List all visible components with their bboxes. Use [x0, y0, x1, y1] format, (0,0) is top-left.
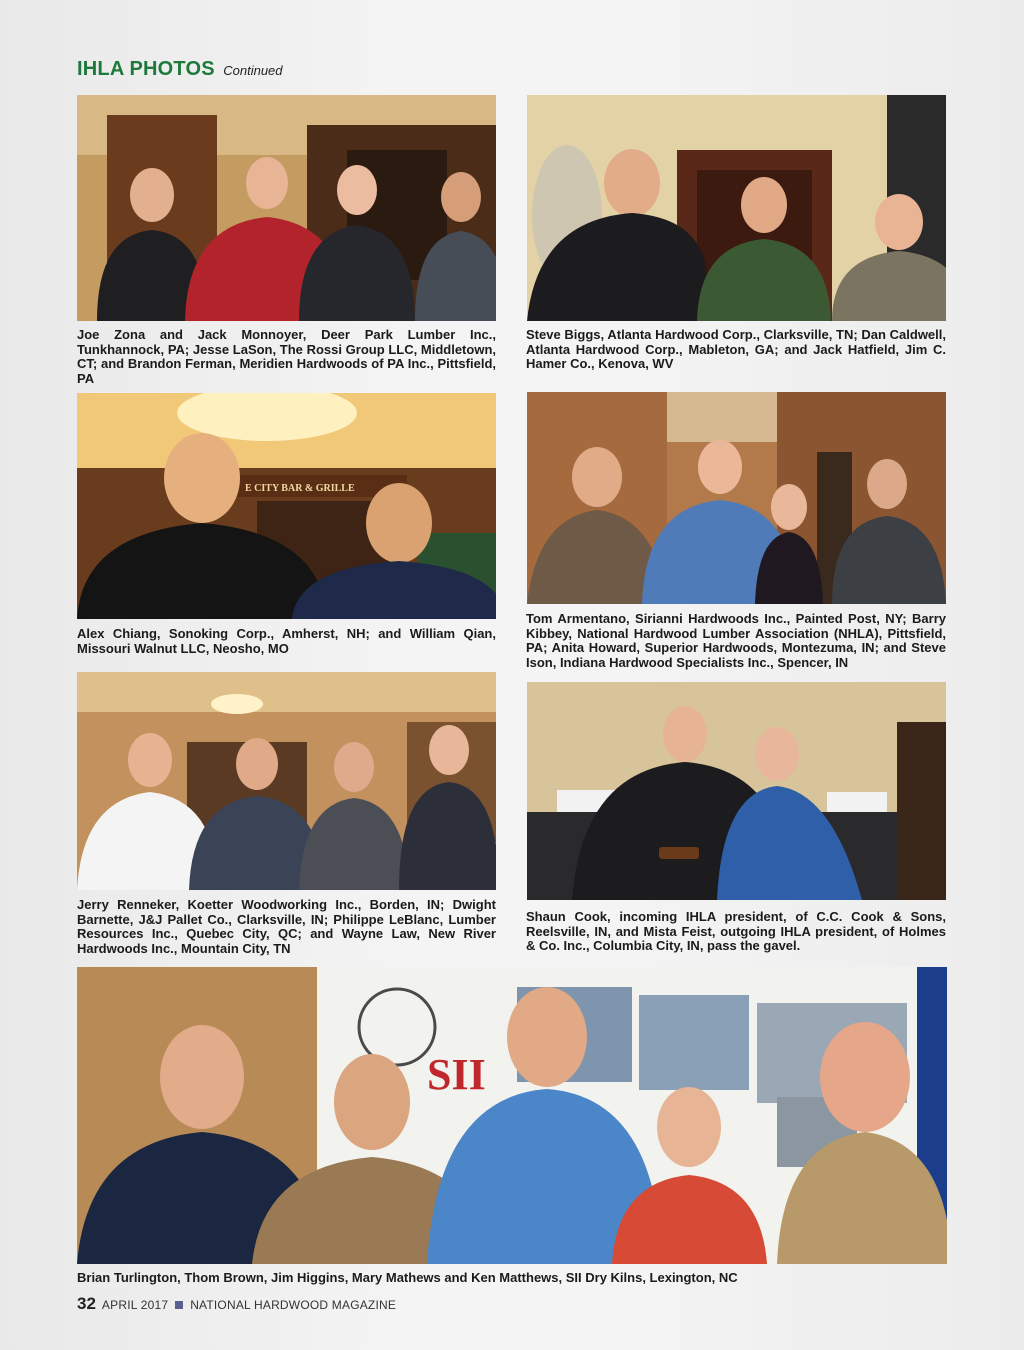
photo-3 — [77, 393, 496, 619]
photo-3-caption: Alex Chiang, Sonoking Corp., Amherst, NH; and William Qian, Missouri Walnut LLC, Neosho, MO — [77, 626, 496, 656]
photo-4-caption: Tom Armentano, Sirianni Hardwoods Inc., Painted Post, NY; Barry Kibbey, National Hardwood Lumber Association (NHLA), Pittsfield, PA; Anita Howard, Superior Hardwoods, Montezuma, IN; and Steve Ison, Indiana Hardwood Specialists Inc., Spencer, IN — [526, 611, 946, 670]
section-subtitle: Continued — [223, 63, 283, 78]
magazine-name: NATIONAL HARDWOOD MAGAZINE — [190, 1298, 397, 1312]
page-number: 32 — [77, 1294, 96, 1313]
page-footer — [77, 1294, 396, 1314]
photo-4 — [527, 392, 946, 604]
issue-date: APRIL 2017 — [101, 1298, 169, 1312]
photo-3-sign: E CITY BAR & GRILLE — [245, 483, 355, 494]
photo-7-sign: SII — [427, 1050, 486, 1099]
photo-6-caption: Shaun Cook, incoming IHLA president, of C.C. Cook & Sons, Reelsville, IN, and Mista Feist, outgoing IHLA president, of Holmes & Co. Inc., Columbia City, IN, pass the gavel. — [526, 909, 946, 954]
photo-5 — [77, 672, 496, 890]
footer-square-icon — [175, 1301, 183, 1309]
photo-2-caption: Steve Biggs, Atlanta Hardwood Corp., Clarksville, TN; Dan Caldwell, Atlanta Hardwood Corp., Mableton, GA; and Jack Hatfield, Jim C. Hamer Co., Kenova, WV — [526, 327, 946, 372]
section-title: IHLA PHOTOS — [77, 58, 215, 80]
section-header — [77, 58, 283, 81]
photo-2 — [527, 95, 946, 321]
photo-1 — [77, 95, 496, 321]
photo-5-caption: Jerry Renneker, Koetter Woodworking Inc., Borden, IN; Dwight Barnette, J&J Pallet Co., Clarksville, IN; Philippe LeBlanc, Lumber Resources Inc., Quebec City, QC; and Wayne Law, New River Hardwoods Inc., Mountain City, TN — [77, 897, 496, 956]
photo-6 — [527, 682, 946, 900]
photo-7-caption: Brian Turlington, Thom Brown, Jim Higgins, Mary Mathews and Ken Matthews, SII Dry Kilns, Lexington, NC — [77, 1270, 738, 1285]
photo-1-caption: Joe Zona and Jack Monnoyer, Deer Park Lumber Inc., Tunkhannock, PA; Jesse LaSon, The Rossi Group LLC, Middletown, CT; and Brandon Ferman, Meridien Hardwoods of PA Inc., Pittsfield, PA — [77, 327, 496, 386]
photo-7 — [77, 967, 947, 1264]
